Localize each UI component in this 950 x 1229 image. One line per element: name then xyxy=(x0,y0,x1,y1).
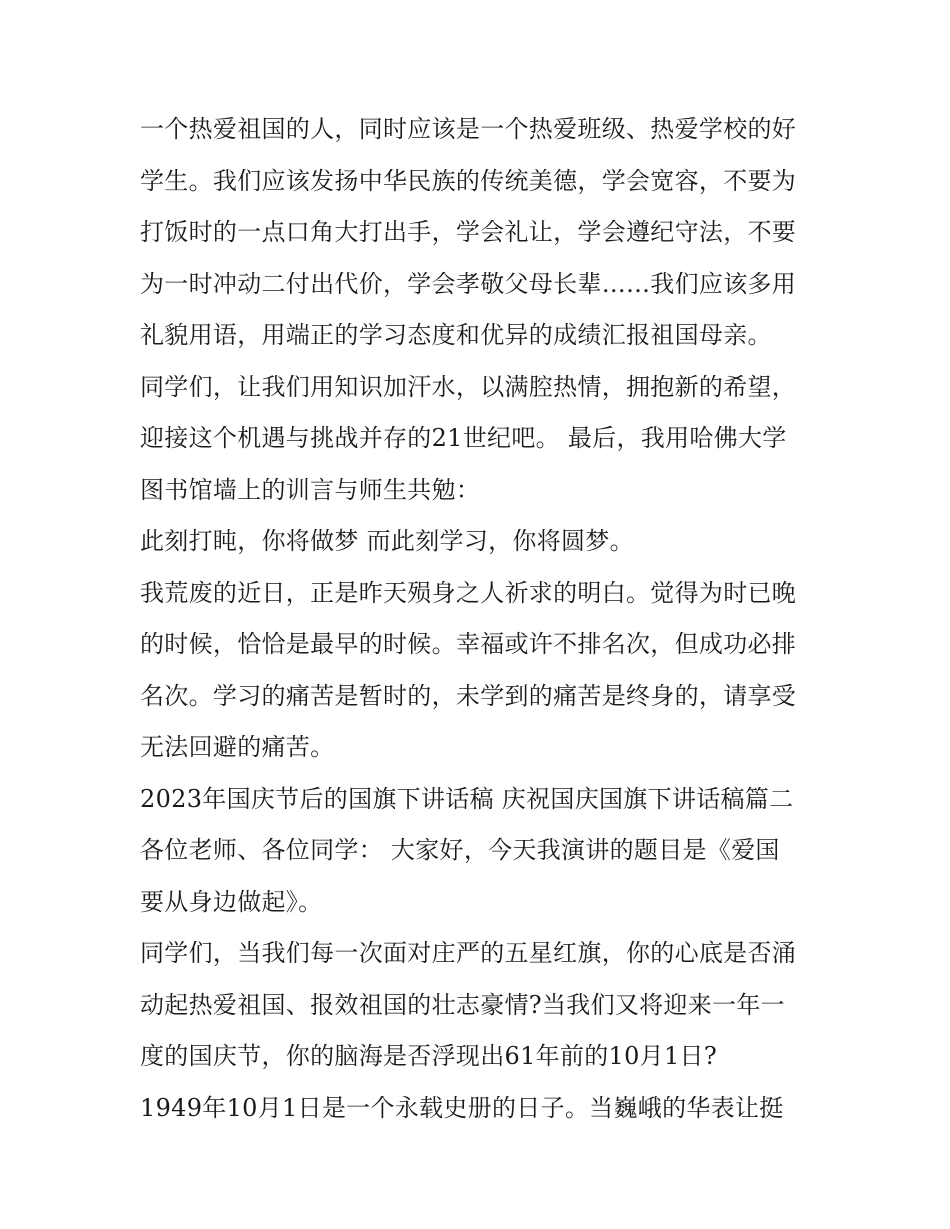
text-line: 打饭时的一点口角大打出手，学会礼让，学会遵纪守法，不要 xyxy=(140,218,797,246)
text-line: 2023年国庆节后的国旗下讲话稿 庆祝国庆国旗下讲话稿篇二 xyxy=(140,784,794,813)
text-line: 一个热爱祖国的人，同时应该是一个热爱班级、热爱学校的好 xyxy=(140,115,797,143)
text-line: 动起热爱祖国、报效祖国的壮志豪情?当我们又将迎来一年一 xyxy=(140,990,785,1019)
document-body xyxy=(140,104,820,1134)
text-line: 名次。学习的痛苦是暂时的，未学到的痛苦是终身的，请享受 xyxy=(140,681,797,710)
text-line: 同学们，当我们每一次面对庄严的五星红旗，你的心底是否涌 xyxy=(140,939,797,967)
text-line: 迎接这个机遇与挑战并存的21世纪吧。 最后，我用哈佛大学 xyxy=(140,424,787,452)
text-line: 同学们，让我们用知识加汗水，以满腔热情，拥抱新的希望， xyxy=(140,372,797,401)
text-line: 1949年10月1日是一个永载史册的日子。当巍峨的华表让挺 xyxy=(140,1093,784,1122)
text-line: 度的国庆节，你的脑海是否浮现出61年前的10月1日? xyxy=(140,1042,718,1070)
text-line: 学生。我们应该发扬中华民族的传统美德，学会宽容，不要为 xyxy=(140,166,797,195)
text-line: 无法回避的痛苦。 xyxy=(140,733,335,761)
text-line: 各位老师、各位同学： 大家好，今天我演讲的题目是《爱国 xyxy=(140,836,780,864)
text-line: 要从身边做起》。 xyxy=(140,887,323,916)
text-line: 为一时冲动二付出代价，学会孝敬父母长辈……我们应该多用 xyxy=(140,269,797,298)
text-line: 的时候，恰恰是最早的时候。幸福或许不排名次，但成功必排 xyxy=(140,630,797,658)
text-line: 我荒废的近日，正是昨天殒身之人祈求的明白。觉得为时已晚 xyxy=(140,578,797,607)
text-line: 礼貌用语，用端正的学习态度和优异的成绩汇报祖国母亲。 xyxy=(140,321,772,349)
text-line: 图书馆墙上的训言与师生共勉： xyxy=(140,475,481,504)
text-line: 此刻打盹，你将做梦 而此刻学习，你将圆梦。 xyxy=(140,527,634,555)
